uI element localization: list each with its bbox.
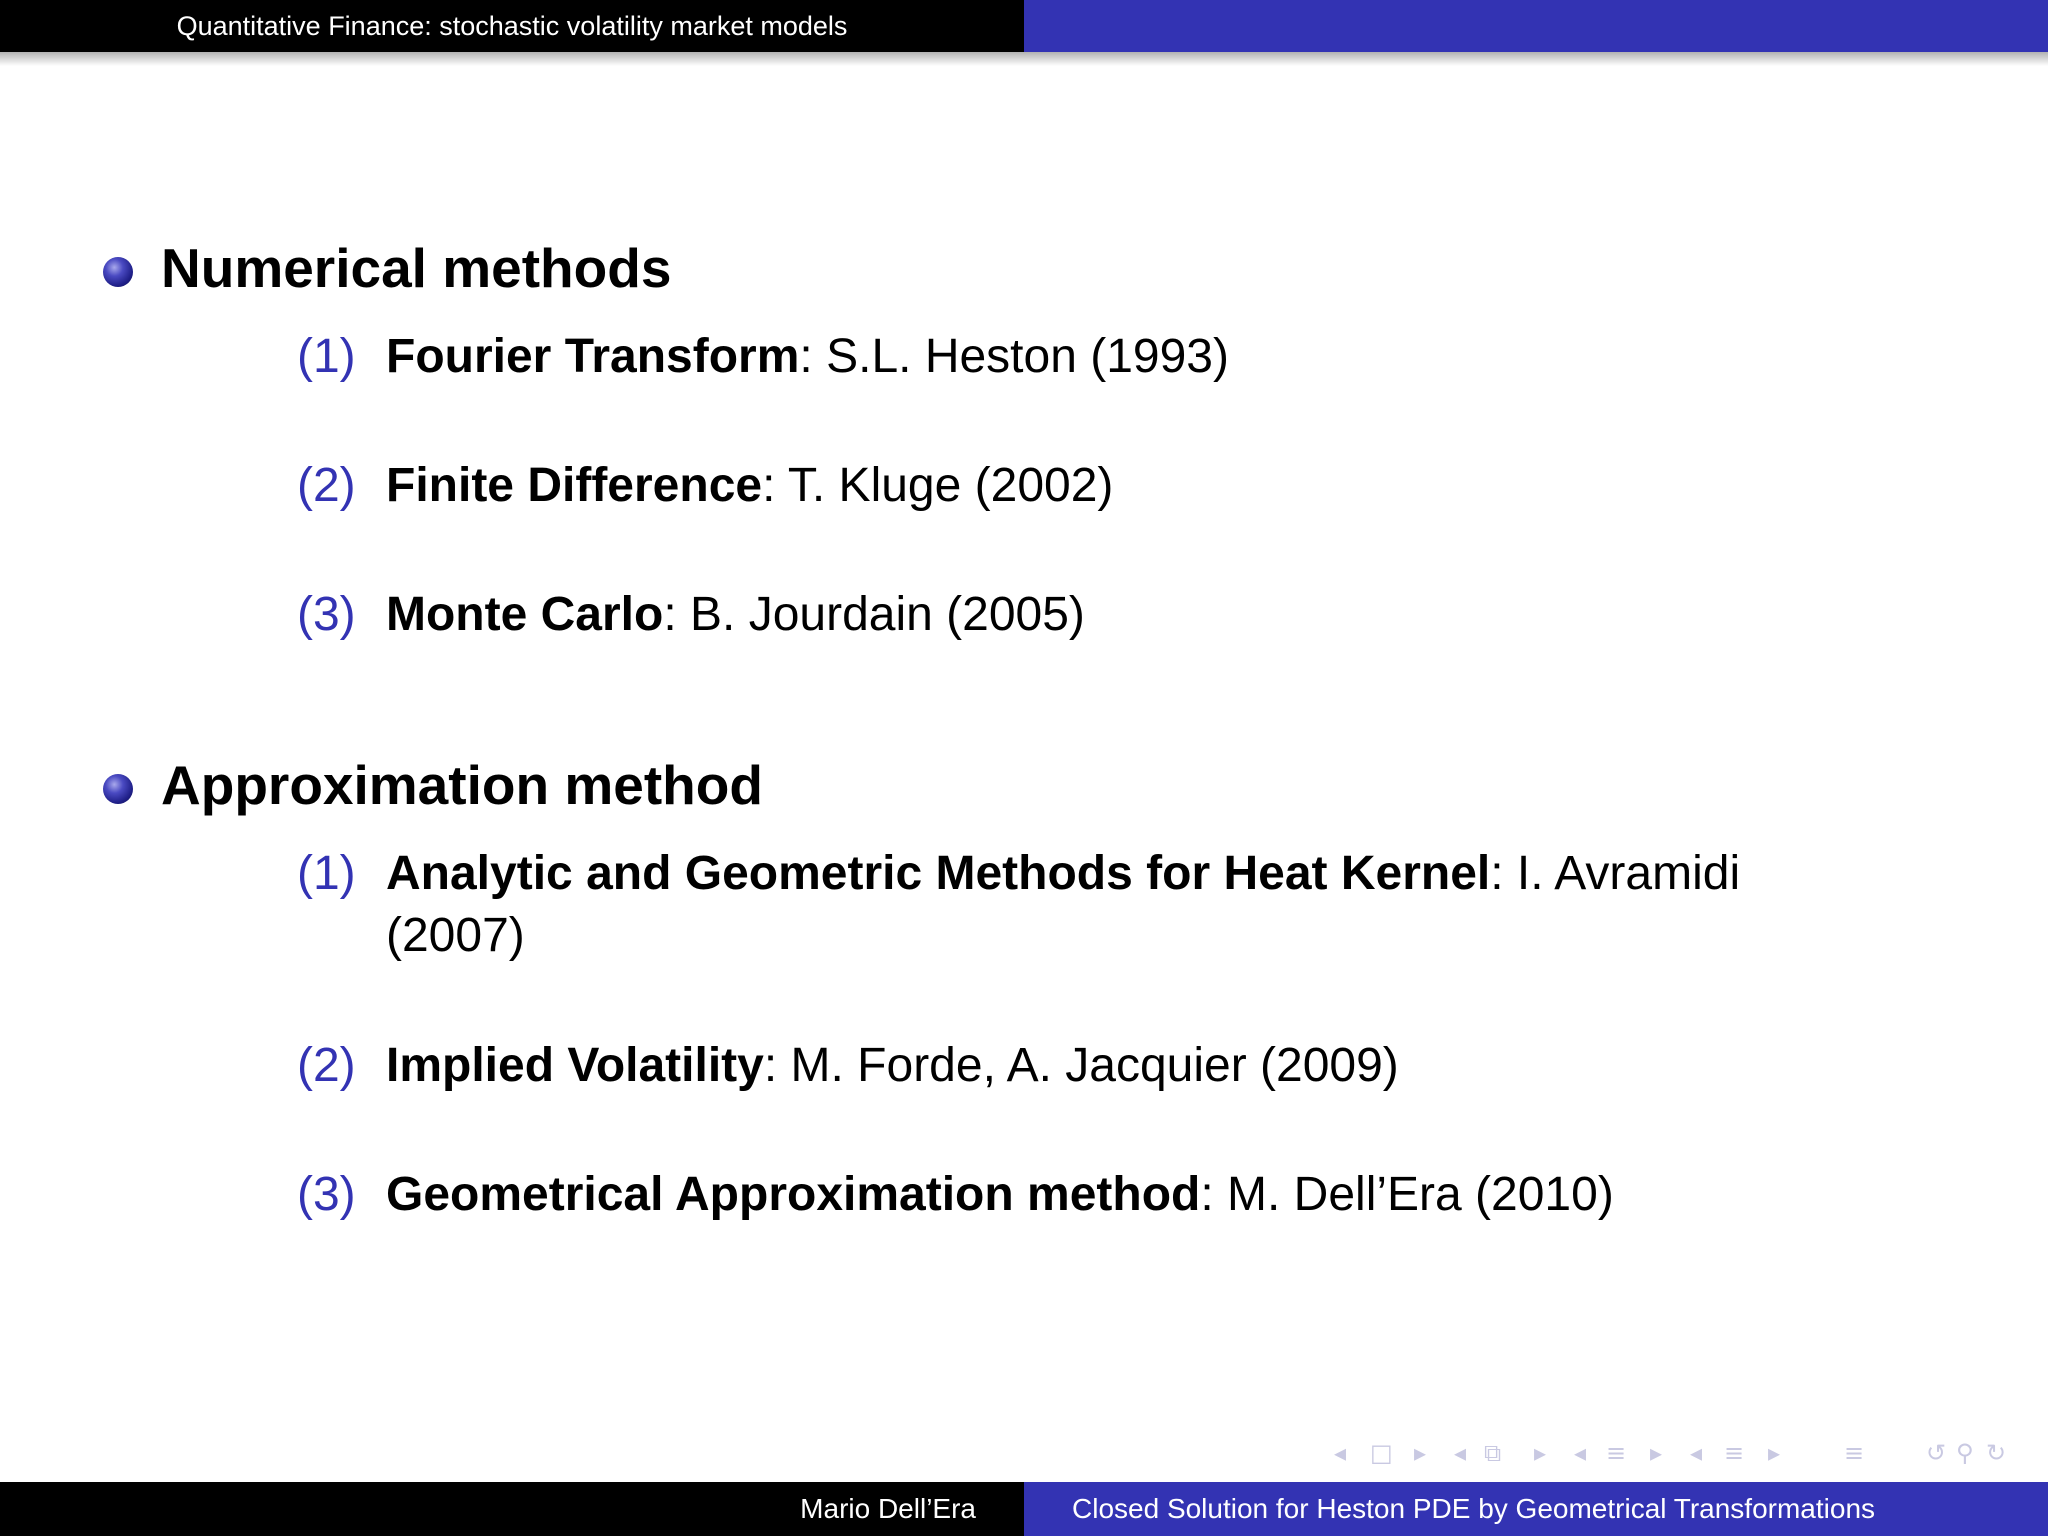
- item-number: (3): [297, 1168, 356, 1221]
- nav-left-arrow-icon[interactable]: ◂: [1334, 1439, 1347, 1467]
- item-reference: : I. Avramidi (2007): [386, 847, 1741, 962]
- item-number: (2): [297, 1039, 356, 1092]
- item-number: (1): [297, 330, 356, 383]
- item-text: [386, 1035, 1826, 1097]
- subsection-icon[interactable]: ⧉: [1484, 1439, 1502, 1467]
- header-shadow: [0, 52, 2048, 66]
- item-topic: Analytic and Geometric Methods for Heat Kernel: [386, 847, 1491, 900]
- item-reference: : T. Kluge (2002): [762, 459, 1114, 512]
- item-reference: : B. Jourdain (2005): [663, 588, 1085, 641]
- footer-left-panel: [0, 1482, 1024, 1536]
- section-title: Numerical methods: [161, 237, 672, 299]
- item-text: [386, 1164, 1826, 1226]
- nav-left-arrow-icon[interactable]: ◂: [1690, 1439, 1703, 1467]
- item-text: [386, 584, 1826, 646]
- item-reference: : M. Forde, A. Jacquier (2009): [763, 1039, 1399, 1092]
- item-topic: Implied Volatility: [386, 1039, 764, 1092]
- item-reference: : M. Dell’Era (2010): [1200, 1168, 1614, 1221]
- forward-icon[interactable]: ↻: [1986, 1439, 2007, 1467]
- author-name: Mario Dell’Era: [800, 1493, 976, 1524]
- section-icon[interactable]: ≡: [1606, 1439, 1627, 1467]
- bullet-ball-icon: [103, 257, 133, 287]
- item-number: (2): [297, 459, 356, 512]
- item-topic: Fourier Transform: [386, 330, 800, 383]
- nav-right-arrow-icon[interactable]: ▸: [1768, 1439, 1781, 1467]
- item-number: (3): [297, 588, 356, 641]
- frame-icon[interactable]: □: [1370, 1439, 1393, 1467]
- item-topic: Geometrical Approximation method: [386, 1168, 1201, 1221]
- talk-title: Closed Solution for Heston PDE by Geometrical Transformations: [1072, 1493, 1876, 1524]
- nav-right-arrow-icon[interactable]: ▸: [1650, 1439, 1663, 1467]
- nav-right-arrow-icon[interactable]: ▸: [1414, 1439, 1427, 1467]
- footer-bar: [0, 1482, 2048, 1536]
- item-topic: Finite Difference: [386, 459, 763, 512]
- presentation-title: Quantitative Finance: stochastic volatility market models: [176, 11, 848, 41]
- item-text: [386, 843, 1826, 967]
- nav-left-arrow-icon[interactable]: ◂: [1574, 1439, 1587, 1467]
- item-text: [386, 455, 1826, 517]
- footer-right-panel: [1024, 1482, 2048, 1536]
- item-text: [386, 326, 1826, 388]
- back-icon[interactable]: ↺: [1926, 1439, 1947, 1467]
- item-topic: Monte Carlo: [386, 588, 664, 641]
- navigation-bar: [1330, 1435, 2030, 1471]
- item-reference: : S.L. Heston (1993): [799, 330, 1229, 383]
- nav-left-arrow-icon[interactable]: ◂: [1454, 1439, 1467, 1467]
- item-number: (1): [297, 847, 356, 900]
- align-icon[interactable]: ≡: [1844, 1439, 1865, 1467]
- section-title: Approximation method: [161, 754, 763, 816]
- header-bar: [0, 0, 2048, 52]
- header-right-panel: [1024, 0, 2048, 52]
- header-left-panel: [0, 0, 1024, 52]
- subsection-icon[interactable]: ≡: [1724, 1439, 1745, 1467]
- nav-right-arrow-icon[interactable]: ▸: [1534, 1439, 1547, 1467]
- bullet-ball-icon: [103, 774, 133, 804]
- search-icon[interactable]: ⚲: [1956, 1439, 1974, 1467]
